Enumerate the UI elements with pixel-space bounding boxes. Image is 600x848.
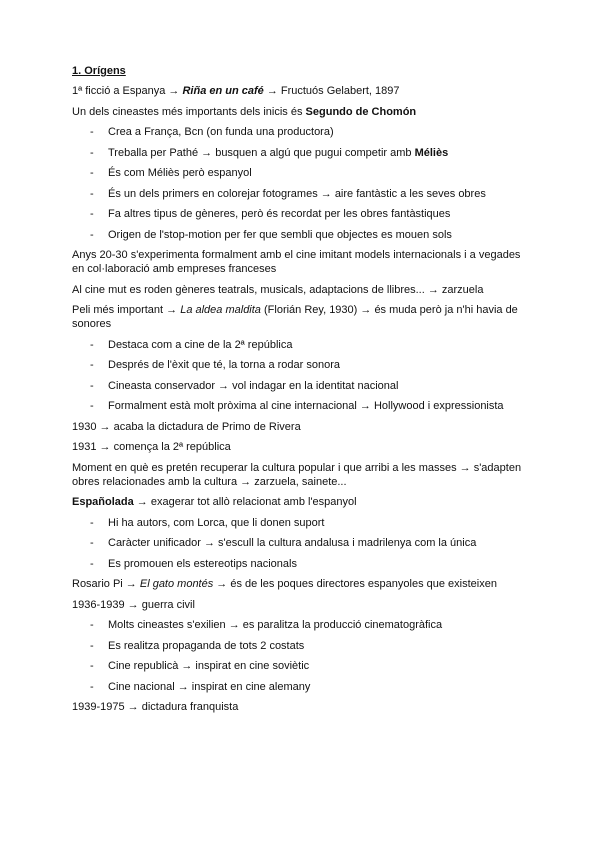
text-run: → exagerar tot allò relacionat amb l'espanyol: [133, 496, 357, 508]
text-run: Cine nacional → inspirat en cine alemany: [108, 680, 311, 693]
text-run: Crea a França, Bcn (on funda una productora): [108, 126, 334, 138]
paragraph: [72, 700, 532, 714]
text-run: És com Méliès però espanyol: [108, 167, 252, 179]
bullet-item: [72, 516, 532, 530]
text-run: Destaca com a cine de la 2ª república: [108, 338, 293, 351]
bullet-item: [72, 166, 532, 180]
text-run: 1936-1939 → guerra civil: [72, 598, 195, 611]
text-run: Hi ha autors, com Lorca, que li donen suport: [108, 516, 325, 529]
paragraph: [72, 598, 532, 612]
text-run: Cine republicà → inspirat en cine soviètic: [108, 660, 310, 672]
bullet-dash: -: [90, 619, 94, 631]
bullet-item: [72, 557, 532, 571]
paragraph: [72, 440, 532, 454]
bullet-dash: -: [90, 338, 94, 351]
emphasis-text: Riña en un café: [182, 85, 264, 97]
bullet-dash: -: [90, 557, 94, 570]
document-body: [72, 84, 532, 714]
document-page: [72, 64, 532, 721]
text-run: → Fructuós Gelabert, 1897: [263, 85, 400, 97]
paragraph: [72, 461, 532, 489]
bullet-dash: -: [90, 126, 94, 138]
emphasis-text: Segundo de Chomón: [305, 105, 417, 118]
bullet-item: [72, 125, 532, 139]
text-run: Al cine mut es roden gèneres teatrals, musicals, adaptacions de llibres... → zarzuela: [72, 283, 484, 296]
text-run: Formalment està molt pròxima al cine internacional → Hollywood i expressionista: [108, 400, 504, 412]
text-run: 1ª ficció a Espanya →: [72, 85, 183, 97]
emphasis-text: El gato montés: [139, 578, 214, 590]
paragraph: [72, 105, 532, 119]
bullet-dash: -: [90, 146, 94, 159]
paragraph: [72, 248, 532, 276]
bullet-item: [72, 536, 532, 550]
text-run: Es promouen els estereotips nacionals: [108, 557, 297, 570]
bullet-dash: -: [90, 537, 94, 549]
bullet-item: [72, 659, 532, 673]
bullet-item: [72, 639, 532, 653]
text-run: Origen de l'stop-motion per fer que sembli que objectes es mouen sols: [108, 228, 452, 241]
text-run: Es realitza propaganda de tots 2 costats: [108, 639, 305, 652]
text-run: Anys 20-30 s'experimenta formalment amb el cine imitant models internacionals i a vegades en col·laboració amb empreses franceses: [72, 249, 521, 275]
text-run: Un dels cineastes més importants dels inicis és: [72, 105, 306, 118]
bullet-item: [72, 228, 532, 242]
paragraph: [72, 420, 532, 434]
text-run: Moment en què es pretén recuperar la cultura popular i que arribi a les masses → s'adapten obres relacionades amb la cultura → zarzuela, sainete...: [72, 461, 522, 488]
bullet-dash: -: [90, 660, 94, 672]
bullet-dash: -: [90, 680, 94, 693]
text-run: (Florián Rey, 1930) → és muda però ja n'hi havia de sonores: [72, 304, 518, 330]
emphasis-text: Españolada: [72, 496, 134, 508]
text-run: Treballa per Pathé → busquen a algú que pugui competir amb: [108, 146, 415, 159]
bullet-item: [72, 618, 532, 632]
section-heading: 1. Orígens: [72, 65, 126, 77]
bullet-dash: -: [90, 639, 94, 652]
paragraph: [72, 283, 532, 297]
paragraph: [72, 84, 532, 98]
bullet-dash: -: [90, 228, 94, 241]
bullet-dash: -: [90, 167, 94, 179]
text-run: 1930 → acaba la dictadura de Primo de Rivera: [72, 420, 301, 433]
bullet-dash: -: [90, 400, 94, 412]
text-run: Cineasta conservador → vol indagar en la identitat nacional: [108, 379, 399, 392]
paragraph: [72, 577, 532, 591]
bullet-item: [72, 146, 532, 160]
bullet-item: [72, 379, 532, 393]
bullet-item: [72, 187, 532, 201]
text-run: 1931 → comença la 2ª república: [72, 441, 231, 453]
bullet-dash: -: [90, 187, 94, 200]
bullet-dash: -: [90, 208, 94, 220]
bullet-item: [72, 338, 532, 352]
bullet-dash: -: [90, 516, 94, 529]
text-run: Peli més important →: [72, 304, 181, 316]
bullet-dash: -: [90, 359, 94, 371]
paragraph: [72, 303, 532, 331]
bullet-dash: -: [90, 379, 94, 392]
text-run: Després de l'èxit que té, la torna a rodar sonora: [108, 359, 341, 371]
text-run: Fa altres tipus de gèneres, però és recordat per les obres fantàstiques: [108, 208, 451, 220]
emphasis-text: Méliès: [414, 146, 449, 159]
bullet-item: [72, 680, 532, 694]
text-run: 1939-1975 → dictadura franquista: [72, 701, 239, 713]
paragraph: [72, 495, 532, 509]
bullet-item: [72, 207, 532, 221]
text-run: Molts cineastes s'exilien → es paralitza la producció cinematogràfica: [108, 619, 443, 631]
text-run: → és de les poques directores espanyoles que existeixen: [213, 578, 497, 590]
emphasis-text: La aldea maldita: [180, 304, 261, 316]
bullet-item: [72, 358, 532, 372]
bullet-item: [72, 399, 532, 413]
text-run: Caràcter unificador → s'escull la cultura andalusa i madrilenya com la única: [108, 537, 477, 549]
text-run: Rosario Pi →: [72, 578, 140, 590]
text-run: És un dels primers en colorejar fotogrames → aire fantàstic a les seves obres: [108, 187, 486, 200]
